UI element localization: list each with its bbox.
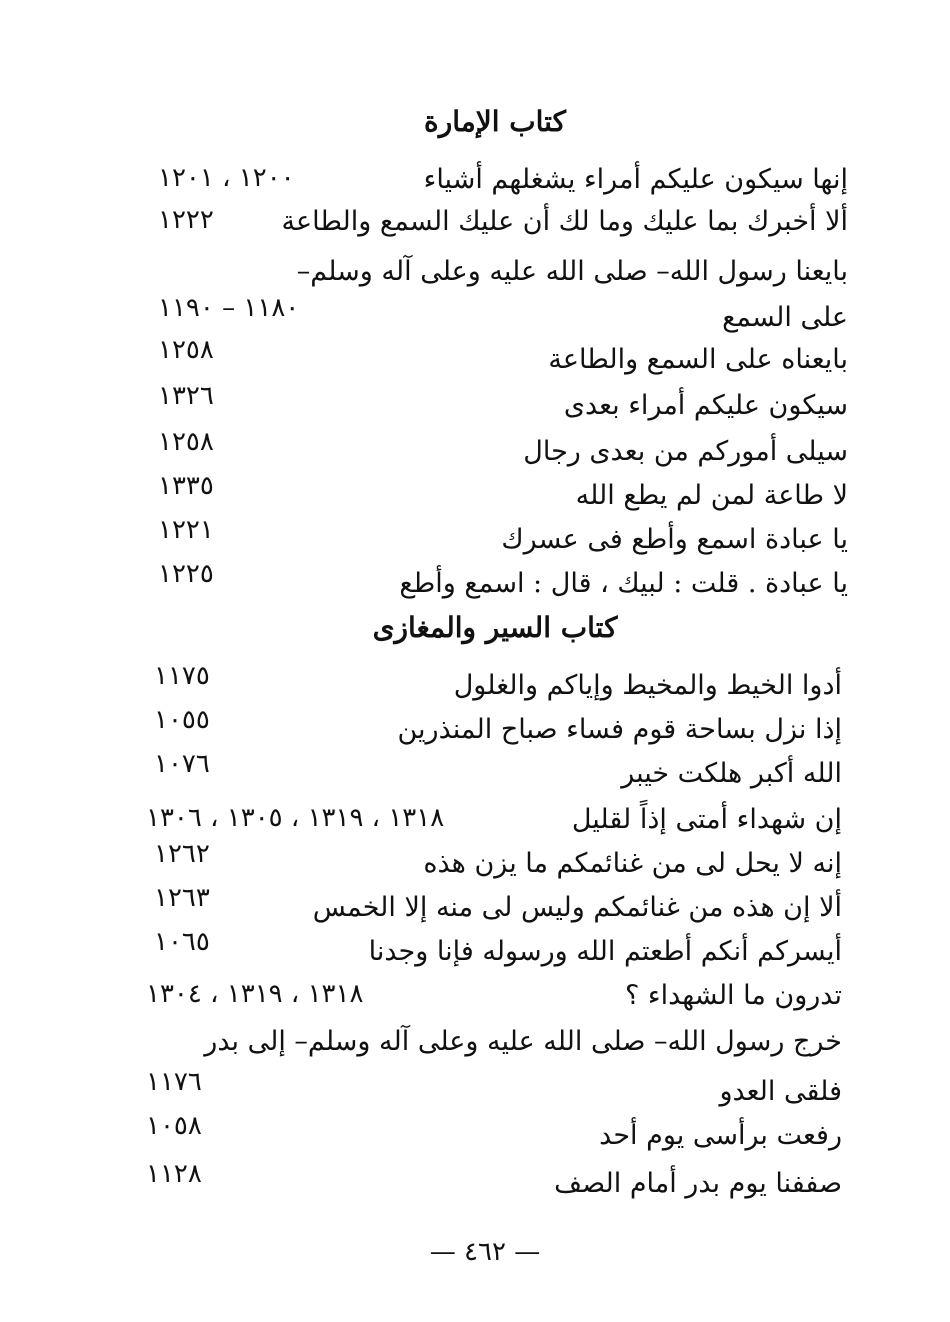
- index-entry: [150, 559, 848, 606]
- entry-refs: ١٣١٨ ، ١٣١٩ ، ١٣٠٤: [146, 979, 364, 1009]
- page-number: — ٤٦٢ —: [429, 1237, 541, 1267]
- index-entry: [150, 293, 848, 340]
- index-entry: [150, 158, 848, 202]
- entry-text: ألا أخبرك بما عليك وما لك أن عليك السمع والطاعة: [281, 206, 848, 237]
- index-entry: [146, 798, 842, 842]
- index-entry: [146, 1067, 842, 1114]
- entry-refs: ١٣١٨ ، ١٣١٩ ، ١٣٠٥ ، ١٣٠٦: [146, 803, 445, 833]
- entry-refs: ١١٢٨: [146, 1159, 202, 1189]
- entry-text: أيسركم أنكم أطعتم الله ورسوله فإنا وجدنا: [368, 936, 842, 967]
- index-entry: [150, 515, 848, 562]
- index-entry: [146, 661, 842, 708]
- index-entry: [146, 749, 842, 796]
- index-entry: [146, 839, 842, 886]
- index-entry: [150, 471, 848, 518]
- entry-text: صففنا يوم بدر أمام الصف: [554, 1168, 842, 1199]
- entry-text: فلقى العدو: [719, 1076, 842, 1107]
- entry-text: رفعت برأسى يوم أحد: [599, 1120, 842, 1151]
- entry-text: الله أكبر هلكت خيبر: [621, 758, 842, 789]
- entry-text: إذا نزل بساحة قوم فساء صباح المنذرين: [397, 714, 842, 745]
- index-entry: [146, 1111, 842, 1158]
- entry-text: سيلى أموركم من بعدى رجال: [523, 436, 848, 467]
- entry-refs: ١٢٦٢: [154, 839, 210, 869]
- entry-text: إن شهداء أمتى إذاً لقليل: [571, 804, 842, 835]
- entry-refs: ١٣٢٦: [158, 381, 214, 411]
- entry-text: سيكون عليكم أمراء بعدى: [563, 390, 848, 421]
- entry-refs: ١٢٢١: [158, 515, 214, 545]
- entry-refs: ١١٧٥: [154, 661, 210, 691]
- index-entry: [150, 427, 848, 474]
- entry-text: إنه لا يحل لى من غنائمكم ما يزن هذه: [423, 848, 842, 879]
- entry-refs: ١٢٢٥: [158, 559, 214, 589]
- entry-refs: ١٠٥٨: [146, 1111, 202, 1141]
- entry-text: يا عبادة اسمع وأطع فى عسرك: [501, 524, 848, 555]
- entry-text: إنها سيكون عليكم أمراء يشغلهم أشياء: [423, 164, 848, 195]
- entry-text: خرج رسول الله– صلى الله عليه وعلى آله وسلم– إلى بدر: [204, 1026, 842, 1057]
- index-entry: [150, 381, 848, 428]
- index-entry: [146, 1020, 842, 1064]
- entry-refs: ١١٧٦: [146, 1067, 202, 1097]
- entry-refs: ١٠٦٥: [154, 927, 210, 957]
- entry-text: بايعنا رسول الله– صلى الله عليه وعلى آله وسلم–: [296, 256, 848, 287]
- index-entry: [146, 1159, 842, 1206]
- entry-text: ألا إن هذه من غنائمكم وليس لى منه إلا الخمس: [312, 892, 842, 923]
- entry-text: تدرون ما الشهداء ؟: [625, 980, 842, 1011]
- entry-text: يا عبادة . قلت : لبيك ، قال : اسمع وأطع: [399, 568, 848, 599]
- entry-refs: ١٠٧٦: [154, 749, 210, 779]
- section-title-siyar: كتاب السير والمغازى: [372, 611, 618, 644]
- index-entry: [146, 974, 842, 1018]
- entry-refs: ١٢٠٠ ، ١٢٠١: [158, 163, 295, 193]
- entry-text: لا طاعة لمن لم يطع الله: [575, 480, 848, 511]
- entry-refs: ١١٨٠ – ١١٩٠: [158, 293, 300, 323]
- section-title-imara: كتاب الإمارة: [424, 105, 566, 138]
- entry-refs: ١٢٥٨: [158, 335, 214, 365]
- index-entry: [146, 705, 842, 752]
- entry-refs: ١٠٥٥: [154, 705, 210, 735]
- index-entry: [146, 927, 842, 974]
- entry-refs: ١٣٣٥: [158, 471, 214, 501]
- entry-refs: ١٢٢٢: [158, 205, 214, 235]
- index-entry: [150, 335, 848, 382]
- entry-text: على السمع: [722, 302, 848, 333]
- entry-text: بايعناه على السمع والطاعة: [548, 344, 848, 375]
- entry-refs: ١٢٥٨: [158, 427, 214, 457]
- index-entry: [150, 200, 848, 244]
- entry-text: أدوا الخيط والمخيط وإياكم والغلول: [453, 670, 842, 701]
- index-entry: [146, 883, 842, 930]
- entry-refs: ١٢٦٣: [154, 883, 210, 913]
